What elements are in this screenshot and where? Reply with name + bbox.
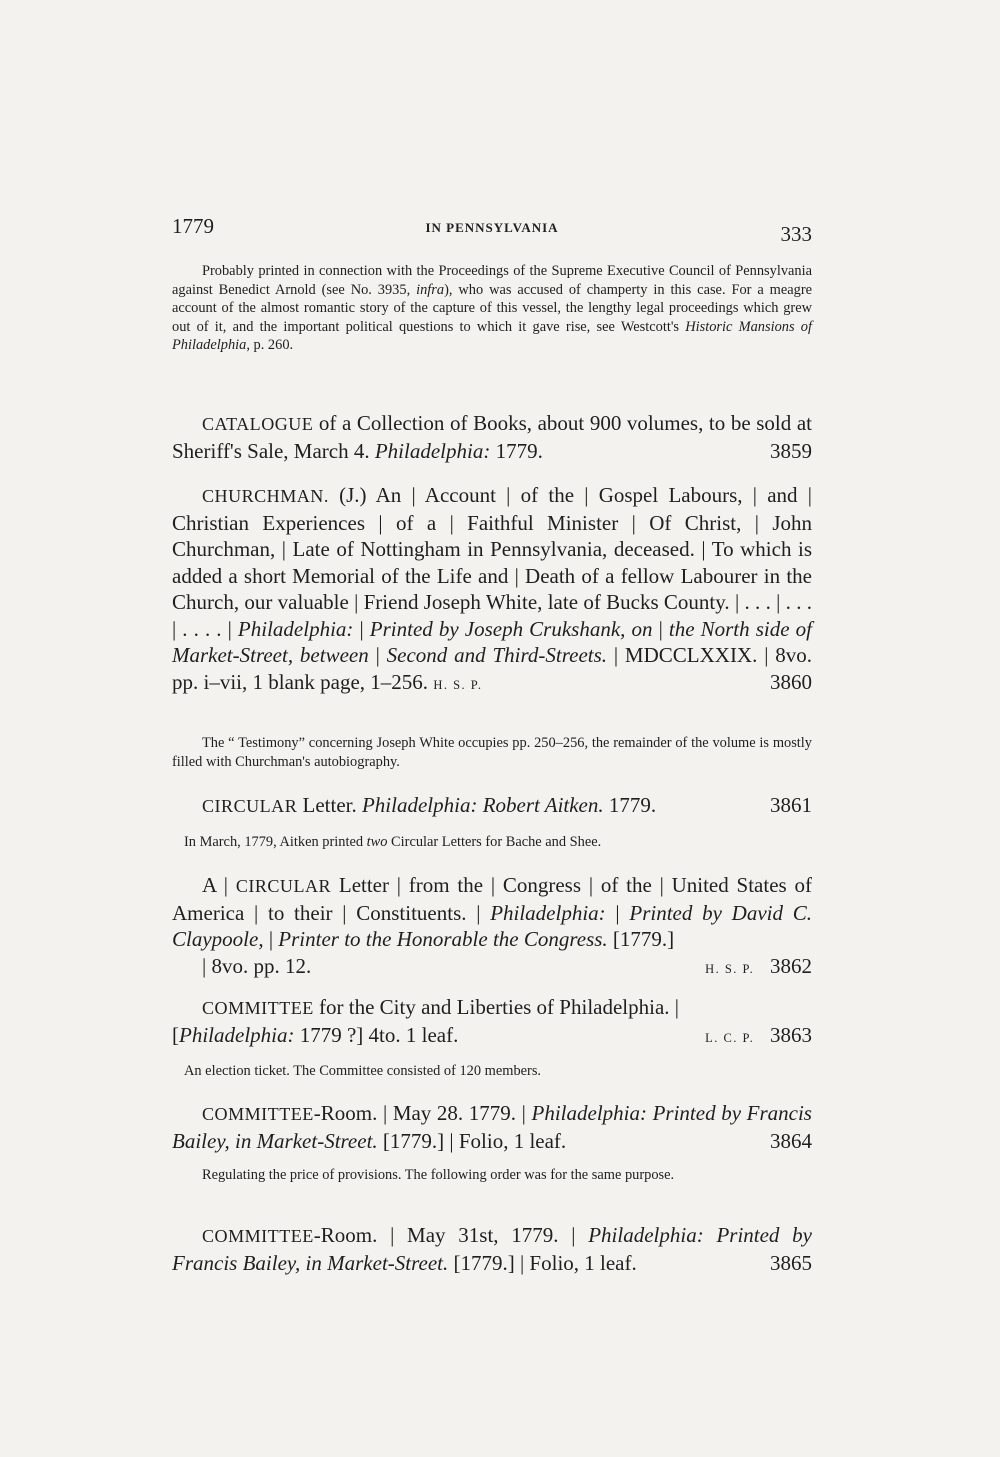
entry-ref <box>705 1022 812 1052</box>
entry-heading: CIRCULAR <box>235 876 332 896</box>
entry-text: | <box>263 927 279 951</box>
running-title: IN PENNSYLVANIA <box>425 220 559 235</box>
header-year: 1779 <box>172 214 214 238</box>
entry-imprint: Philadelphia: <box>237 616 354 641</box>
note-italic: two <box>366 834 388 850</box>
note-text: In March, 1779, Aitken printed <box>184 834 367 850</box>
entry-text: -Room. | May 28. 1779. | <box>313 1101 532 1125</box>
note-3863: An election ticket. The Committee consisted of 120 members. <box>184 1063 542 1079</box>
entry-text: [1779.] <box>607 927 675 951</box>
entry-3859 <box>172 410 812 464</box>
entry-number: 3861 <box>770 793 812 817</box>
entry-text: | <box>368 643 387 667</box>
entry-text: | MDCCLXXIX. | 8vo. pp. i–vii, 1 blank page, 1–256. <box>172 643 812 694</box>
entry-number: 3859 <box>770 438 812 463</box>
entry-3863 <box>172 994 812 1051</box>
entry-imprint: Philadelphia: <box>490 900 606 925</box>
note-text: , p. 260. <box>246 337 294 353</box>
note-3864: Regulating the price of provisions. The following order was for the same purpose. <box>202 1167 675 1183</box>
entry-3865 <box>172 1222 812 1276</box>
entry-imprint: Philadelphia: Printed by Francis Bailey, in Market-Street. <box>172 1101 812 1153</box>
entry-3860 <box>172 482 812 698</box>
entry-heading: COMMITTEE <box>202 1104 314 1124</box>
note-italic: Historic Mansions of Philadelphia <box>172 318 812 353</box>
running-header <box>172 210 812 246</box>
entry-imprint: Second and Third-Streets. <box>386 643 608 667</box>
entry-imprint: Printed by David C. Claypoole, <box>172 900 812 951</box>
entry-number: 3862 <box>770 953 812 978</box>
entry-year: 1779. <box>603 793 657 817</box>
entry-imprint: Philadelphia: <box>179 1022 295 1047</box>
entry-heading: CIRCULAR <box>202 796 298 816</box>
entry-text: | <box>652 616 669 641</box>
entry-text: 1779 ?] 4to. 1 leaf. <box>294 1022 459 1047</box>
entry-heading: COMMITTEE <box>202 998 314 1018</box>
library-code: H. S. P. <box>433 677 483 692</box>
note-3860: The “ Testimony” concerning Joseph White occupies pp. 250–256, the remainder of the volume is mostly filled with Churchman's autobiography. <box>172 735 812 770</box>
note-text: Probably printed in connection with the Proceedings of the Supreme Executive Council of Pennsylvania against Benedict Arnold (see No. 3935, <box>172 263 812 298</box>
library-code: L. C. P. <box>705 1030 755 1045</box>
note-text: ), who was accused of champerty in this case. For a meagre account of the almost romantic story of the capture of this vessel, the lengthy legal proceedings which grew out of it, and the important political questions to which it gave rise, see Westcott's <box>172 281 813 335</box>
note-text: Circular Letters for Bache and Shee. <box>387 834 602 850</box>
entry-text: Letter | from the | Congress | of the | United States of America | to their | Constituents. | <box>172 873 812 925</box>
entry-heading: CHURCHMAN. <box>202 486 329 506</box>
entry-text: | <box>605 900 630 925</box>
note-3861 <box>172 833 824 852</box>
entry-text: [ <box>172 1022 179 1047</box>
entry-imprint: Printer to the Honorable the Congress. <box>278 927 608 951</box>
entry-ref <box>675 953 812 983</box>
library-code: H. S. P. <box>705 961 755 976</box>
entry-imprint: Philadelphia: Printed by Francis Bailey, in Market-Street. <box>172 1223 812 1275</box>
entry-text: A | <box>202 873 236 897</box>
note-top <box>172 262 812 355</box>
entry-text: (J.) An | Account | of the | Gospel Labours, | and | Christian Experiences | of a | Faithful Minister | Of Christ, | John Churchman, | Late of Nottingham in Pennsylvania, deceased. | To which is added a short Memorial of the Life and | Death of a fellow Labourer in the Church, our valuable | Friend Joseph White, late of Bucks County. | . . . | . . . | . . . . | <box>172 483 812 641</box>
entry-text: Letter. <box>297 793 362 817</box>
entry-imprint: the North side of Market-Street, between <box>172 616 812 667</box>
entry-text: | <box>353 616 370 641</box>
entry-heading: COMMITTEE <box>202 1226 314 1246</box>
entry-imprint-line <box>172 1022 458 1049</box>
entry-last-line <box>172 1022 812 1052</box>
page-number: 333 <box>780 222 812 246</box>
entry-3861 <box>172 792 812 820</box>
entry-imprint: Printed by Joseph Crukshank, on <box>369 616 653 641</box>
entry-last-line <box>172 953 812 983</box>
entry-number: 3863 <box>770 1022 812 1047</box>
entry-text: of a Collection of Books, about 900 volumes, to be sold at Sheriff's Sale, March 4. <box>172 411 812 463</box>
entry-3862 <box>172 872 812 982</box>
entry-imprint: Philadelphia: <box>374 438 491 463</box>
entry-text: [1779.] | Folio, 1 leaf. <box>448 1250 637 1275</box>
entry-imprint: Philadelphia: Robert Aitken. <box>361 793 604 817</box>
entry-text: | 8vo. pp. 12. <box>202 953 312 978</box>
note-italic: infra <box>416 281 445 298</box>
entry-text: -Room. | May 31st, 1779. | <box>313 1223 589 1247</box>
entry-text: for the City and Liberties of Philadelphia. | <box>313 995 679 1019</box>
entry-year: 1779. <box>490 438 543 463</box>
entry-number: 3865 <box>770 1250 812 1275</box>
entry-number: 3864 <box>770 1128 812 1153</box>
entry-3864 <box>172 1100 812 1154</box>
entry-text: [1779.] | Folio, 1 leaf. <box>377 1128 567 1153</box>
entry-heading: CATALOGUE <box>202 414 314 434</box>
entry-number: 3860 <box>770 669 812 694</box>
